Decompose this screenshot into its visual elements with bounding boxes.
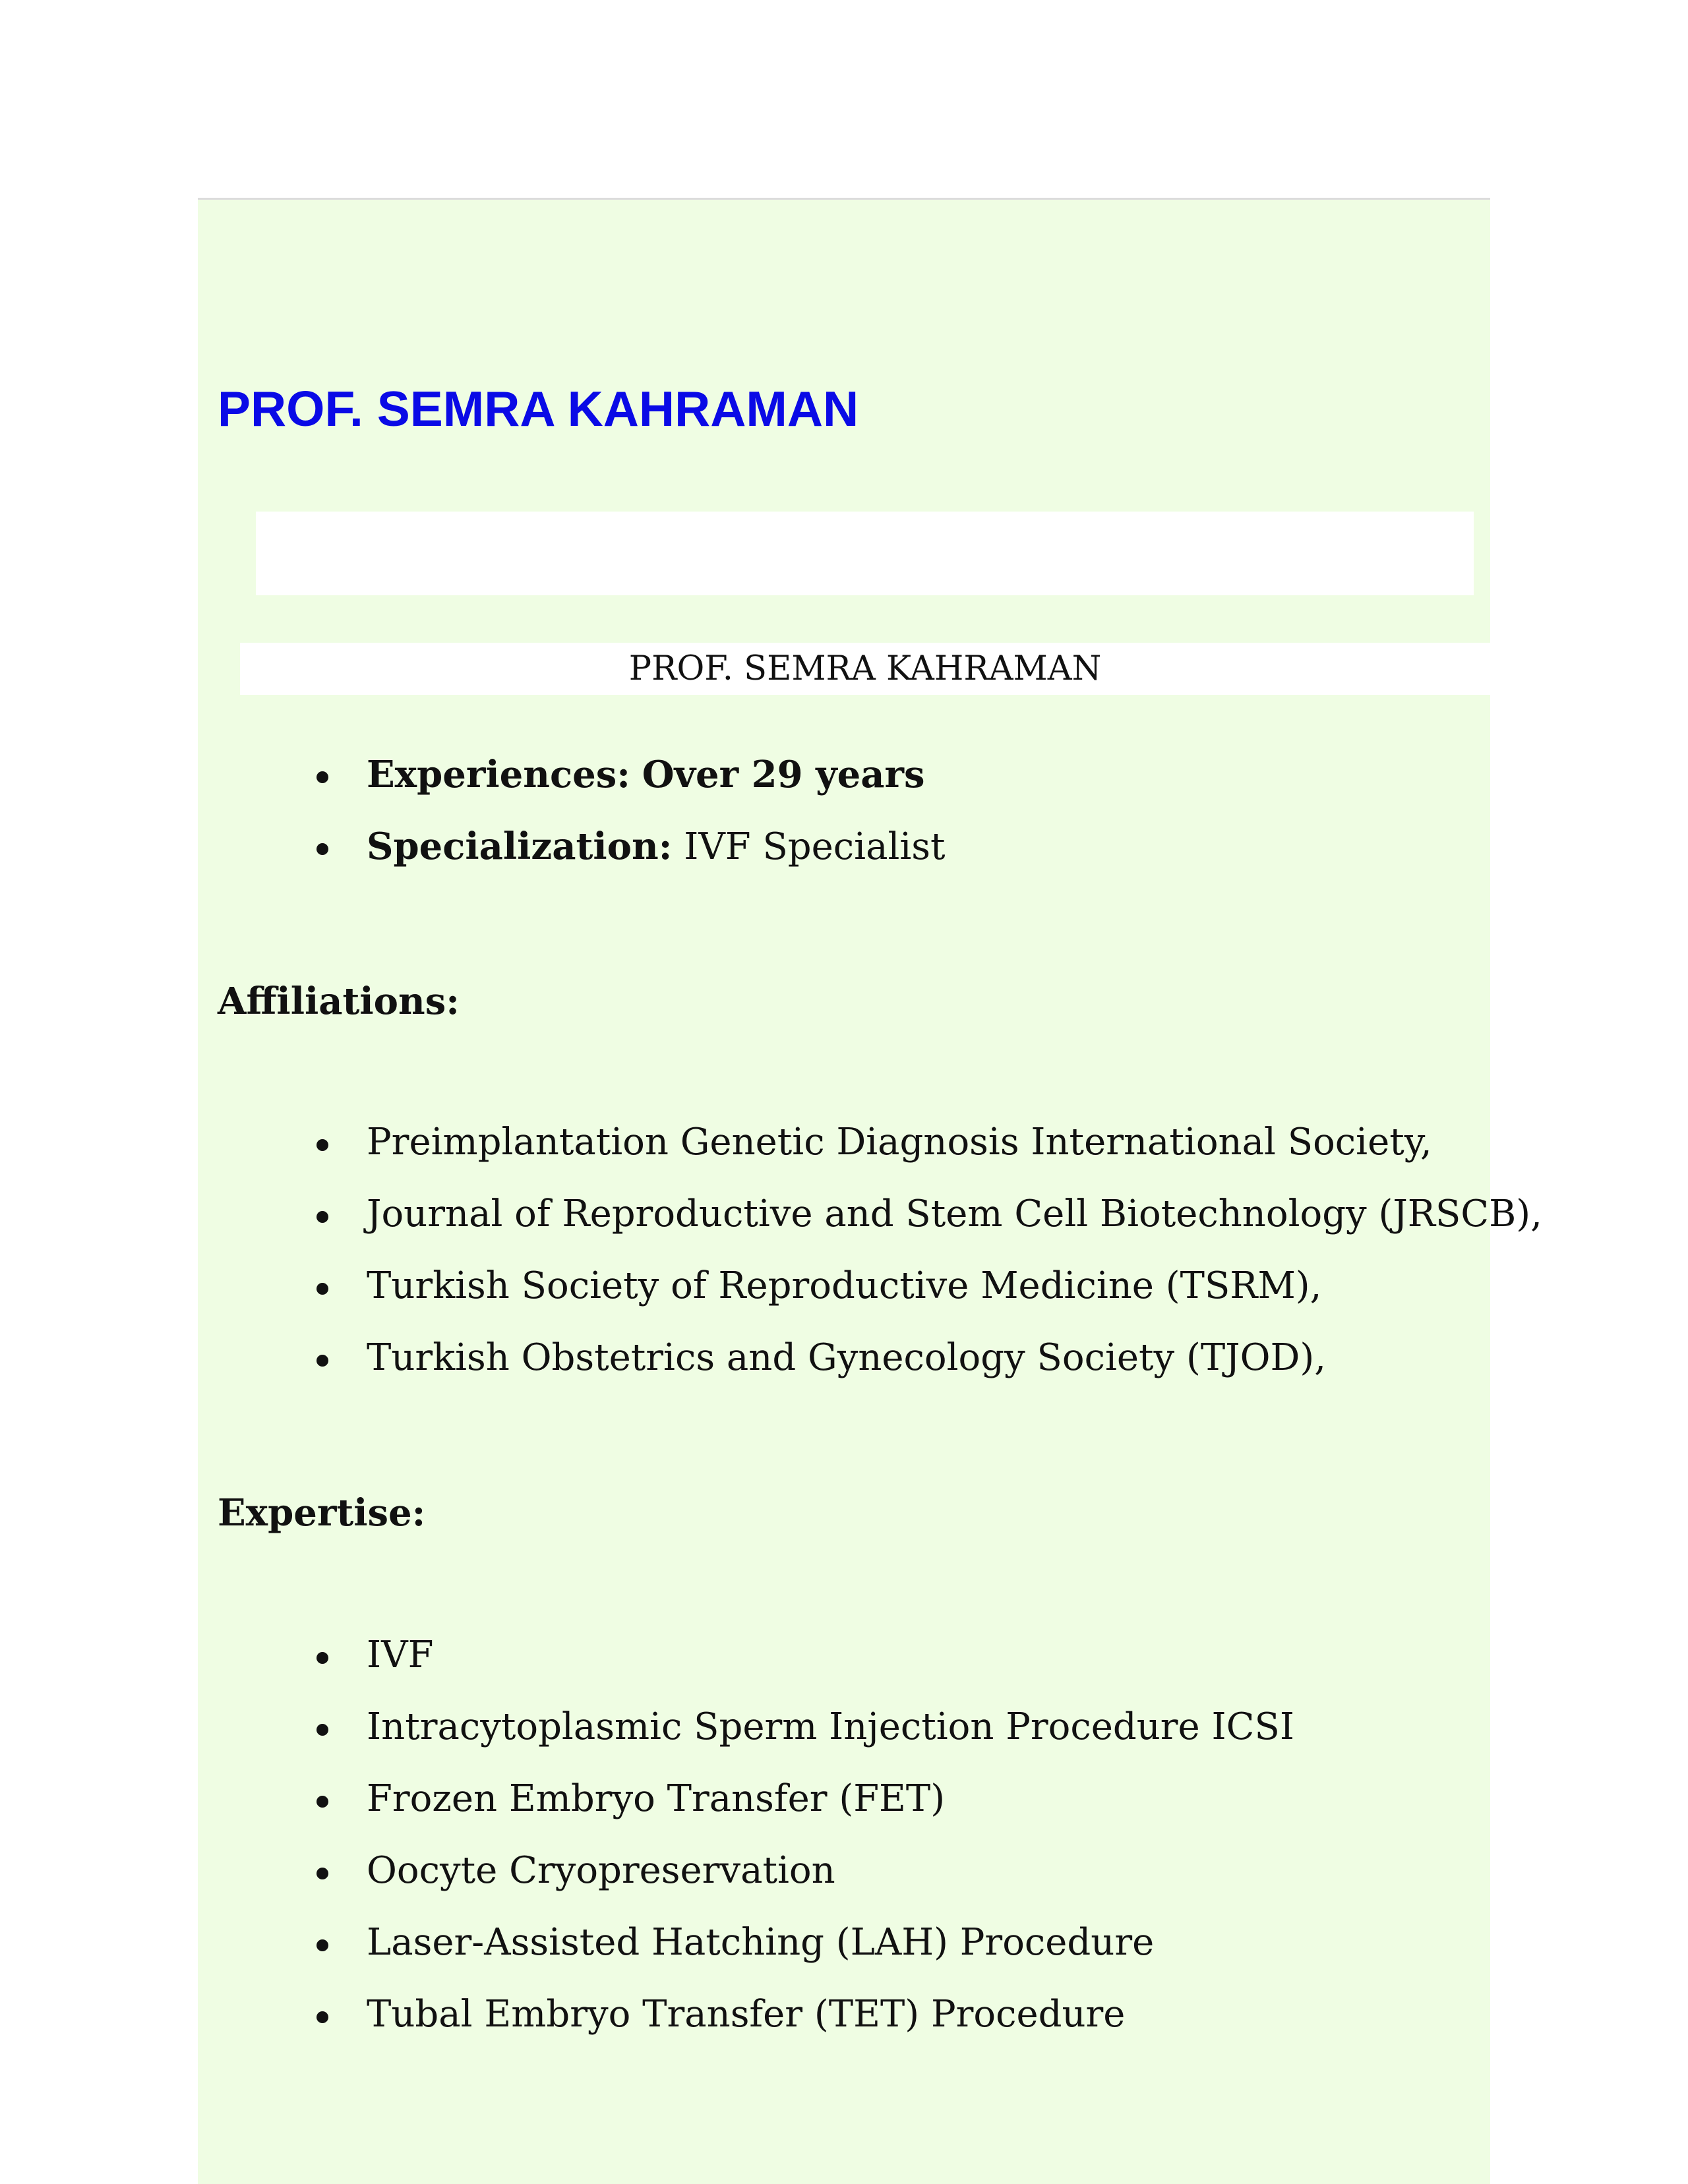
bullet-icon bbox=[316, 1355, 328, 1367]
list-item bbox=[316, 1848, 1294, 1920]
affiliation-text: Preimplantation Genetic Diagnosis International Society, bbox=[367, 1121, 1432, 1164]
list-item bbox=[316, 1992, 1294, 2063]
affiliations-heading: Affiliations: bbox=[218, 980, 460, 1023]
image-placeholder bbox=[256, 512, 1474, 595]
list-item bbox=[316, 1263, 1542, 1335]
bullet-icon bbox=[316, 771, 328, 783]
expertise-list bbox=[316, 1632, 1294, 2063]
bullet-icon bbox=[316, 2011, 328, 2023]
expertise-heading: Expertise: bbox=[218, 1491, 426, 1535]
specialization-value: IVF Specialist bbox=[684, 825, 946, 868]
affiliation-text: Journal of Reproductive and Stem Cell Biotechnology (JRSCB), bbox=[367, 1193, 1542, 1235]
expertise-text: Intracytoplasmic Sperm Injection Procedure ICSI bbox=[367, 1705, 1294, 1748]
affiliation-text: Turkish Obstetrics and Gynecology Society (TJOD), bbox=[367, 1336, 1327, 1379]
list-item bbox=[316, 1191, 1542, 1263]
bullet-icon bbox=[316, 1724, 328, 1736]
list-item bbox=[316, 1632, 1294, 1704]
expertise-text: Tubal Embryo Transfer (TET) Procedure bbox=[367, 1993, 1126, 2036]
affiliation-text: Turkish Society of Reproductive Medicine (TSRM), bbox=[367, 1264, 1322, 1307]
specialization-label: Specialization: bbox=[367, 825, 673, 868]
affiliations-list bbox=[316, 1119, 1542, 1407]
photo-caption: PROF. SEMRA KAHRAMAN bbox=[628, 649, 1102, 688]
expertise-text: IVF bbox=[367, 1634, 434, 1676]
experience-value: Over 29 years bbox=[642, 753, 925, 796]
expertise-text: Oocyte Cryopreservation bbox=[367, 1849, 835, 1892]
bullet-icon bbox=[316, 1868, 328, 1879]
bullet-icon bbox=[316, 843, 328, 855]
summary-list bbox=[316, 752, 946, 895]
list-item bbox=[316, 752, 946, 823]
list-item bbox=[316, 1119, 1542, 1191]
list-item bbox=[316, 1704, 1294, 1776]
photo-caption-box bbox=[240, 643, 1490, 695]
bullet-icon bbox=[316, 1939, 328, 1951]
bullet-icon bbox=[316, 1652, 328, 1664]
page-title: PROF. SEMRA KAHRAMAN bbox=[218, 381, 859, 436]
expertise-text: Frozen Embryo Transfer (FET) bbox=[367, 1777, 946, 1820]
experience-label: Experiences: bbox=[367, 753, 630, 796]
list-item bbox=[316, 1920, 1294, 1992]
expertise-text: Laser-Assisted Hatching (LAH) Procedure bbox=[367, 1921, 1155, 1964]
bullet-icon bbox=[316, 1211, 328, 1223]
bullet-icon bbox=[316, 1796, 328, 1808]
list-item bbox=[316, 1335, 1542, 1407]
bullet-icon bbox=[316, 1139, 328, 1151]
list-item bbox=[316, 823, 946, 895]
list-item bbox=[316, 1776, 1294, 1848]
bullet-icon bbox=[316, 1283, 328, 1295]
